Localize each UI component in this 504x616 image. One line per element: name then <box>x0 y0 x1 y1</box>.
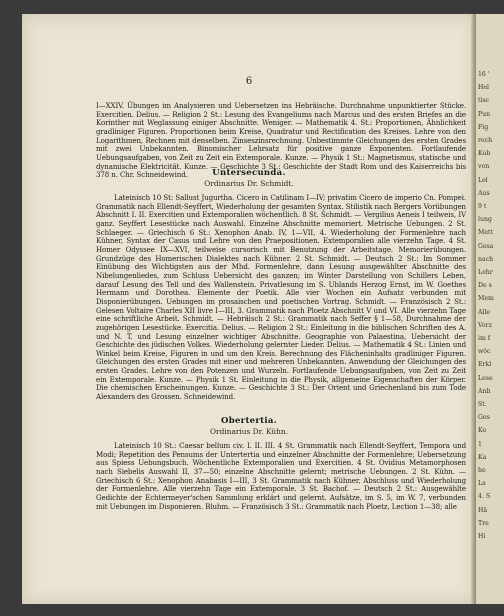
adjacent-page-edge <box>476 14 504 604</box>
adjacent-page-fragment: Gesa <box>478 242 494 250</box>
adjacent-page-fragment: he <box>478 467 486 474</box>
adjacent-page-fragment: Lel <box>478 176 488 184</box>
document-page <box>22 14 476 604</box>
adjacent-page-fragment: wöc <box>478 348 491 356</box>
adjacent-page-fragment: 1 <box>478 440 482 448</box>
obertertia-paragraph: Lateinisch 10 St.: Caesar bellum civ. I. II. III. 4 St. Grammatik nach Ellendt-Seyffert, Tempora und Modi; Repetition des Pensums der Untertertia und einzelner Abschnitte der Formenlehre; Uebersetzung aus Spiess Uebungsbuch. Wöchentliche Extemporalien und Exercitien. 4 St. Ovidius Metamorphosen nach Siebelis Auswahl II, 37—50; einzelne Abschnitte gelernt; metrische Uebungen. 2 St. Kühn. — Griechisch 6 St.: Xenophon Anabasis I—III, 3 St. Grammatik nach Kühner, Abschluss und Wiederholung der Formenlehre. Alle vierzehn Tage ein Extemporale. 3 St. Bachof. — Deutsch 2 St.: Ausgewählte Gedichte der Echtermeyer'schen Sammlung erklärt und gelernt. Aufsätze, im S. 5, im W. 7, verbunden mit Uebungen im Disponieren. Bluhm. — Französisch 3 St.: Grammatik nach Ploetz, Lection 1—38; alle <box>96 441 466 511</box>
adjacent-page-fragment: Fig <box>478 123 489 131</box>
adjacent-page-fragment: von <box>478 163 490 171</box>
adjacent-page-fragment: Hel <box>478 84 490 92</box>
adjacent-page-fragment: Mem <box>478 295 494 303</box>
adjacent-page-fragment: nach <box>478 255 494 263</box>
untersecunda-paragraph: Lateinisch 10 St: Sallust Jugurtha. Cicero in Catilinam I—IV; privatim Cicero de imperio Cn. Pompei. Grammatik nach Ellendt-Seyffert, Wiederholung der gesamten Syntax. Stilistik nach Bergers Vorübungen Abschnitt I. II. Exercitien und Extemporalien wöchentlich. 8 St. Schmidt. — Vergilius Aeneis I teilweis, IV ganz. Seyffert Lesestücke nach Auswahl. Einzelne Abschnitte memoriert. Metrische Uebungen. 2 St. Schlaeger. — Griechisch 6 St.: Xenophon Anab. IV, 1—VII, 4. Wiederholung der Formenlehre nach Kühner, Syntax der Casus und Lehre von den Praepositionen. Extemporalien alle vierzehn Tage. 4 St. Homer Odyssee IX—XVI, teilweise cursorisch mit Benutzung der Arbeitstage. Memorierübungen. Grundzüge des Homerischen Dialektes nach Kühner. 2 St. Schmidt. — Deutsch 2 St.: Im Sommer Einübung des Wichtigsten aus der Mhd. Formenlehre, dann Lesung ausgewählter Abschnitte des Nibelungenliedes, zum Schluss Uebersicht des ganzen; im Winter Darstellung von Schillers Leben, darauf Lesung des Tell und des Wallenstein. Privatlesung im S. Uhlands Herzog Ernst, im W. Goethes Hermann und Dorothea. Elemente der Poetik. Alle vier Wochen ein Aufsatz verbunden mit Disponierübungen. Uebungen im prosaischen und poetischen Vortrag. Schmidt. — Französisch 2 St.: Gelesen Voltaire Charles XII livre I—III, 3. Grammatik nach Ploetz Abschnitt V und VI. Alle vierzehn Tage eine schriftliche Arbeit. Schmidt. — Hebräisch 2 St.: Grammatik nach Seffer § 1—58, Durchnahme der zugehörigen Lesestücke. Exercitia. Delius. — Religion 2 St.: Einleitung in die biblischen Schriften des A. und N. T. und Lesung einzelner wichtiger Abschnitte. Geographie von Palaestina, Uebersicht der Geschichte des jüdischen Volkes. Wiederholung gelernter Lieder. Delius. — Mathematik 4 St.: Linien und Winkel beim Kreise, Figuren in und um den Kreis. Berechnung des Flächeninhalts gradliniger Figuren. Gleichungen des ersten Grades mit einer und mehreren Unbekannten. Anwendung der Gleichungen des ersten Grades. Lehre von den Potenzen und Wurzeln. Fortlaufende Uebungsaufgaben, von Zeit zu Zeit ein Extemporale. Kunze. — Physik 1 St. Einleitung in die Physik, allgemeine Eigenschaften der Körper. Die chemischen Erscheinungen. Kunze. — Geschichte 3 St.: Der Orient und Griechenland bis zum Tode Alexanders des Grossen. Schneidewind. <box>96 193 466 402</box>
adjacent-page-fragment: Aus <box>478 189 490 197</box>
adjacent-page-fragment: Alle <box>478 308 491 316</box>
adjacent-page-fragment: Erkl <box>478 361 492 369</box>
ordinarius-untersecunda: Ordinarius Dr. Schmidt. <box>204 179 294 188</box>
adjacent-page-fragment: Ko <box>478 427 487 435</box>
adjacent-page-fragment: Pun <box>478 110 491 118</box>
adjacent-page-fragment: St. <box>478 401 487 408</box>
adjacent-page-fragment: Ges <box>478 414 490 422</box>
adjacent-page-fragment: im f <box>478 335 491 342</box>
adjacent-page-fragment: 9 t <box>478 203 487 210</box>
adjacent-page-fragment: tisc <box>478 97 490 105</box>
section-heading-obertertia: Obertertia. <box>221 416 277 426</box>
adjacent-page-fragment: 16 ' <box>478 71 490 78</box>
adjacent-page-fragment: Hi <box>478 533 486 540</box>
adjacent-page-fragment: La <box>478 480 486 488</box>
adjacent-page-fragment: Mett <box>478 229 493 237</box>
page-number: 6 <box>245 76 253 87</box>
adjacent-page-fragment: Kub <box>478 150 491 158</box>
adjacent-page-fragment: 4. S <box>478 493 491 501</box>
adjacent-page-fragment: Vorz <box>478 321 492 329</box>
adjacent-page-fragment: De s <box>478 282 492 290</box>
adjacent-page-fragment: Tre <box>478 519 489 527</box>
intro-paragraph: I—XXIV. Übungen im Analysieren und Uebersetzen ins Hebräische. Durchnahme unpunktierter Stücke. Exercitien. Delius. — Religion 2 St.: Lesung des Evangeliums nach Marcus und des ersten Briefes an die Korinther mit Weglassung einiger Abschnitte. Weniger. — Mathematik 4. St.: Proportionen, Ähnlichkeit gradliniger Figuren. Proportionen beim Kreise, Quadratur und Rectification des Kreises. Lehre von den Logarithmen, Rechnen mit denselben. Zinseszinsrechnung. Unbestimmte Gleichungen des ersten Grades mit zwei Unbekannten. Binomischer Lehrsatz für positive ganze Exponenten. Fortlaufende Uebungsaufgaben, von Zeit zu Zeit ein Extemporale. Kunze. — Physik 1 St.: Magnetismus, statische und dynamische Elektricität. Kunze. — Geschichte 3 St.: Geschichte der Stadt Rom und des Kaiserreichs bis 378 n. Chr. Schneidewind. <box>96 101 466 180</box>
adjacent-page-fragment: rech <box>478 137 493 144</box>
adjacent-page-fragment: Lese <box>478 374 493 382</box>
section-heading-untersecunda: Untersecunda. <box>212 168 286 178</box>
adjacent-page-fragment: Hä <box>478 506 488 514</box>
ordinarius-obertertia: Ordinarius Dr. Kühn. <box>210 427 288 436</box>
adjacent-page-fragment: Anh <box>478 387 491 395</box>
adjacent-page-fragment: lung <box>478 216 492 224</box>
adjacent-page-fragment: Ka <box>478 453 487 461</box>
adjacent-page-fragment: Lehr <box>478 269 493 276</box>
